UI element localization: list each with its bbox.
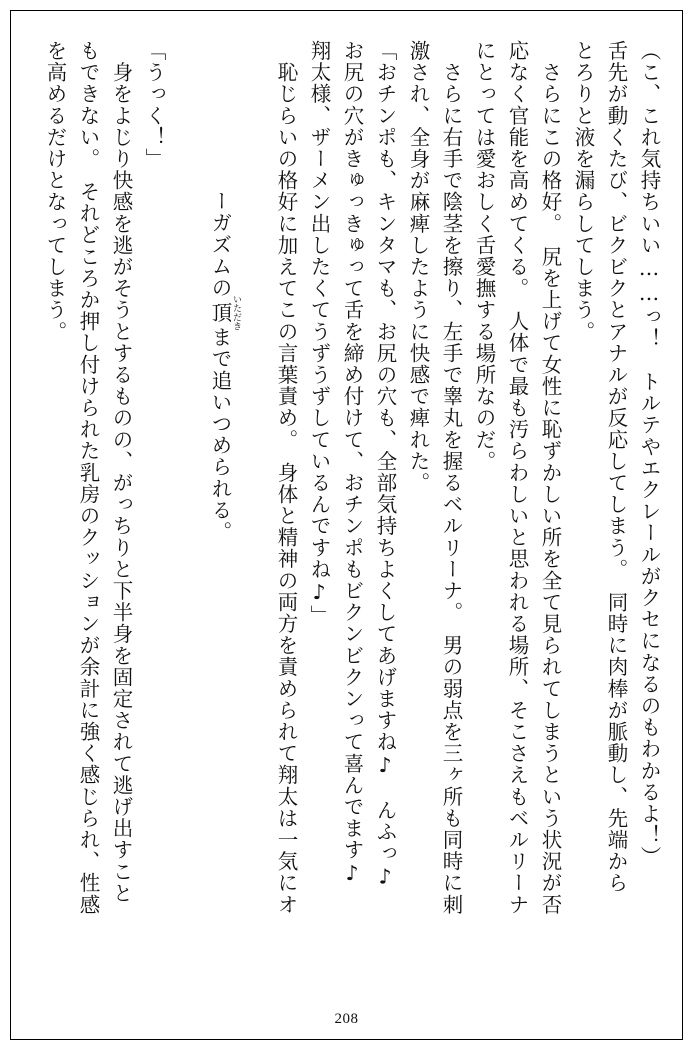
text-line: もできない。 それどころか押し付けられた乳房のクッションが余計に強く感じられ、性感 — [76, 40, 100, 916]
ruby-base: 頂 — [208, 294, 232, 331]
text-line: 応なく官能を高めてくる。 人体で最も汚らわしいと思われる場所、そこさえもベルリーナ — [505, 40, 529, 916]
text-line-with-ruby — [170, 40, 269, 985]
text-line: にとっては愛おしく舌愛撫する場所なのだ。 — [472, 40, 496, 472]
text-line: 恥じらいの格好に加えてこの言葉責め。 身体と精神の両方を責められて翔太は一気にオ — [274, 40, 298, 916]
vertical-text-block — [28, 40, 665, 985]
text-line: お尻の穴がきゅっきゅって舌を締め付けて、おチンポもビクンビクンって喜んでます♪ — [340, 40, 364, 886]
text-line: 「うっく！」 — [142, 40, 166, 170]
text-line: を高めるだけとなってしまう。 — [43, 40, 67, 343]
ruby-reading: いただき — [231, 294, 241, 331]
ruby-line-part-a: ーガズムの — [208, 190, 232, 299]
text-line: 身をよじり快感を逃がそうとするものの、がっちりと下半身を固定されて逃げ出すこと — [109, 40, 133, 904]
text-line: 「おチンポも、キンタマも、お尻の穴も、全部気持ちよくしてあげますね♪ んふっ♪ — [373, 40, 397, 890]
text-line: 激され、全身が麻痺したように快感で痺れた。 — [406, 40, 430, 494]
text-line: さらにこの格好。 尻を上げて女性に恥ずかしい所を全て見られてしまうという状況が否 — [538, 40, 562, 916]
ruby-line-part-b: まで追いつめられる。 — [208, 326, 232, 543]
text-line: とろりと液を漏らしてしまう。 — [571, 40, 595, 343]
text-line: 翔太様、ザーメン出したくてうずうずしているんですね♪」 — [307, 40, 331, 627]
page-number: 208 — [334, 1011, 359, 1027]
text-line: 舌先が動くたび、ビクビクとアナルが反応してしまう。 同時に肉棒が脈動し、先端から — [604, 40, 628, 894]
ruby-annotation — [208, 294, 241, 331]
text-line: さらに右手で陰茎を擦り、左手で睾丸を握るベルリーナ。 男の弱点を三ヶ所も同時に刺 — [439, 40, 463, 916]
text-line: （こ、これ気持ちいい……っ！ トルテやエクレールがクセになるのもわかるよ！） — [637, 40, 661, 868]
